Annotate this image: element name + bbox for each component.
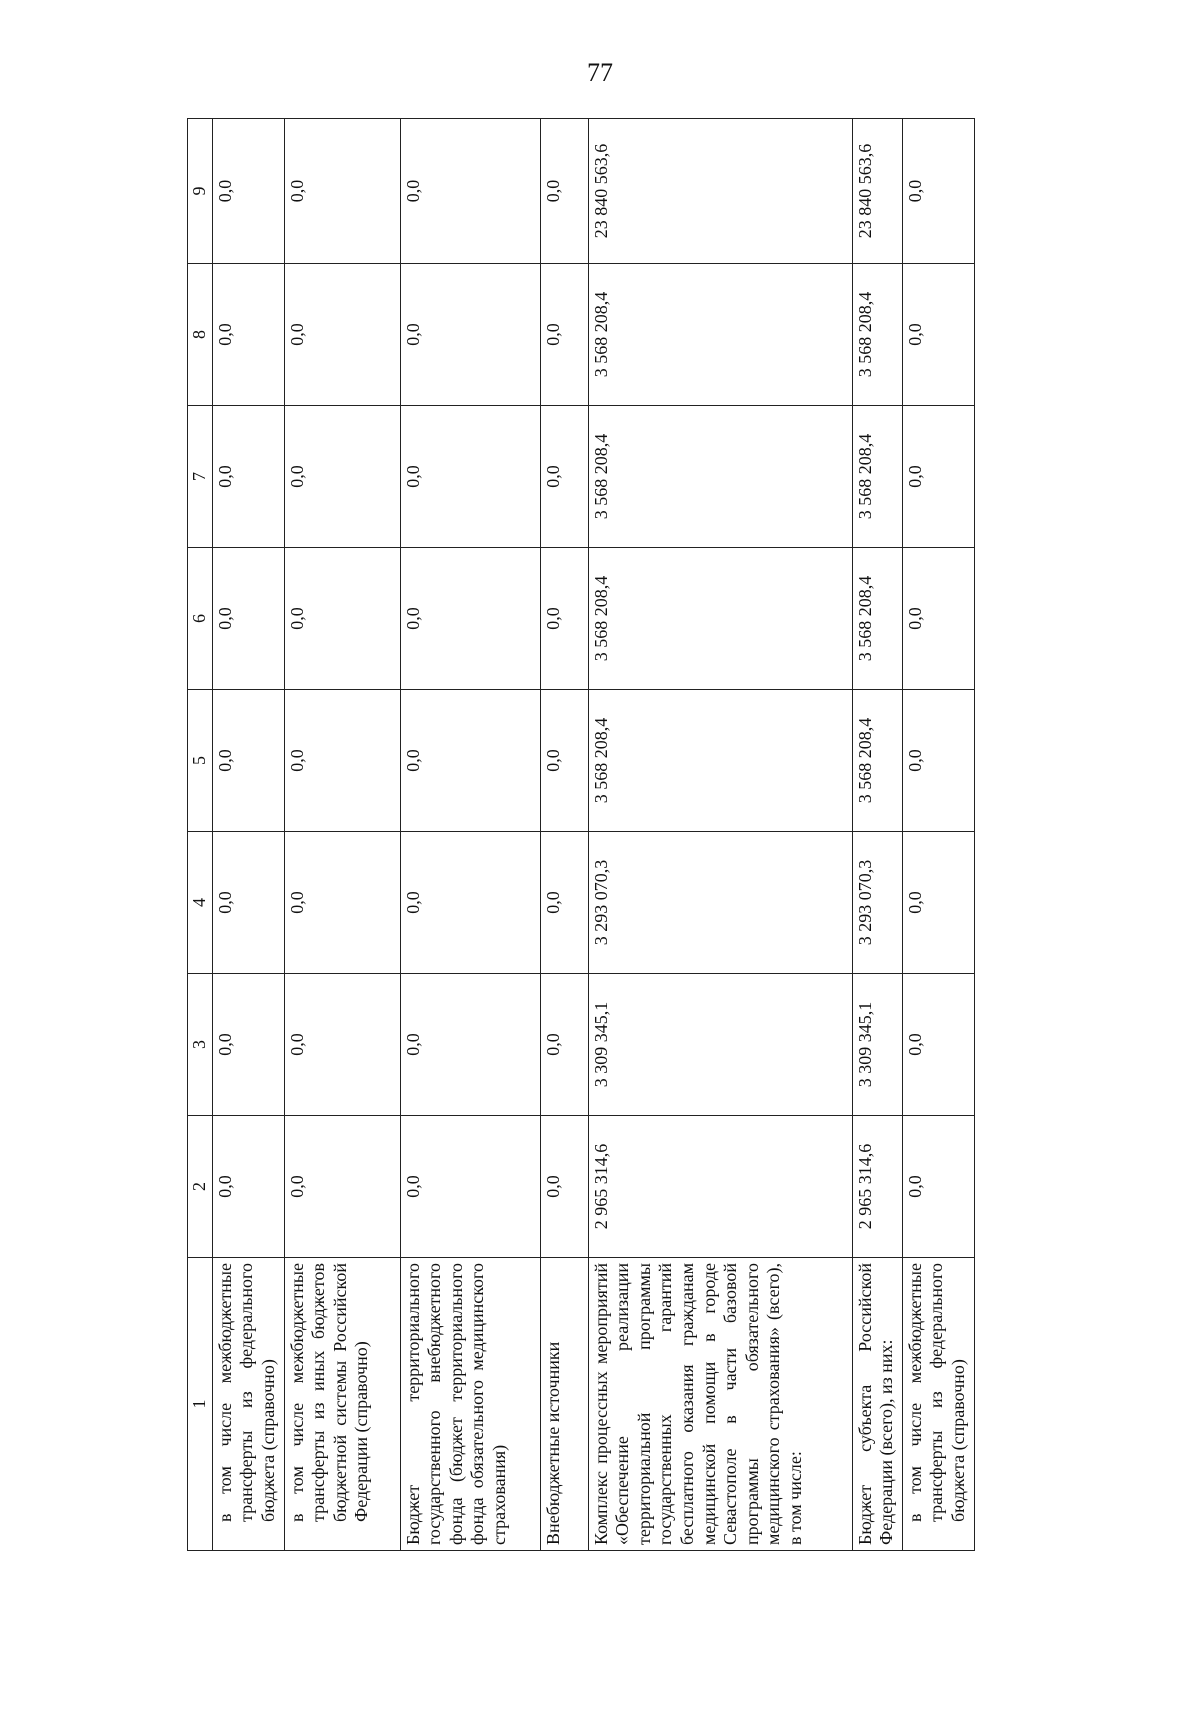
value-cell: 0,0: [400, 974, 540, 1116]
row-label: Бюджет субъекта Российской Федерации (всего), из них:: [852, 1258, 902, 1551]
header-cell: 6: [188, 548, 213, 690]
value-cell: 0,0: [540, 548, 588, 690]
header-row: [188, 119, 213, 1551]
value-cell: 0,0: [902, 690, 974, 832]
value-cell: 3 568 208,4: [588, 406, 852, 548]
header-cell: 1: [188, 1258, 213, 1551]
value-cell: 0,0: [400, 119, 540, 264]
row-label: в том числе межбюджетные трансферты из иных бюджетов бюджетной системы Российской Федерации (справочно): [284, 1258, 400, 1551]
value-cell: 2 965 314,6: [588, 1116, 852, 1258]
value-cell: 3 309 345,1: [588, 974, 852, 1116]
value-cell: 3 568 208,4: [588, 548, 852, 690]
value-cell: 0,0: [400, 406, 540, 548]
page-number: 77: [587, 58, 613, 87]
value-cell: 23 840 563,6: [588, 119, 852, 264]
value-cell: 0,0: [400, 264, 540, 406]
value-cell: 0,0: [540, 264, 588, 406]
value-cell: 0,0: [400, 832, 540, 974]
value-cell: 0,0: [212, 832, 284, 974]
value-cell: 0,0: [540, 119, 588, 264]
header-cell: 3: [188, 974, 213, 1116]
table-row: [902, 119, 974, 1551]
table-row: [400, 119, 540, 1551]
value-cell: 0,0: [902, 548, 974, 690]
value-cell: 0,0: [902, 406, 974, 548]
value-cell: 0,0: [540, 1116, 588, 1258]
value-cell: 0,0: [212, 690, 284, 832]
value-cell: 3 293 070,3: [852, 832, 902, 974]
row-label: Бюджет территориального государственного внебюджетного фонда (бюджет территориального фонда обязательного медицинского страхования): [400, 1258, 540, 1551]
value-cell: 3 293 070,3: [588, 832, 852, 974]
rotated-table-container: [187, 119, 1057, 1551]
value-cell: 0,0: [400, 1116, 540, 1258]
value-cell: 0,0: [400, 548, 540, 690]
value-cell: 3 568 208,4: [852, 690, 902, 832]
value-cell: 0,0: [284, 690, 400, 832]
value-cell: 0,0: [284, 119, 400, 264]
value-cell: 3 568 208,4: [852, 406, 902, 548]
table-row: [540, 119, 588, 1551]
value-cell: 0,0: [284, 974, 400, 1116]
value-cell: 0,0: [540, 690, 588, 832]
value-cell: 3 568 208,4: [588, 690, 852, 832]
value-cell: 0,0: [212, 264, 284, 406]
budget-table: [187, 118, 975, 1551]
value-cell: 3 568 208,4: [588, 264, 852, 406]
value-cell: 2 965 314,6: [852, 1116, 902, 1258]
row-label: Комплекс процессных мероприятий «Обеспечение реализации территориальной программы государственных гарантий бесплатного оказания гражданам медицинской помощи в городе Севастополе в части базовой программы обязательного медицинского страхования» (всего), в том числе:: [588, 1258, 852, 1551]
value-cell: 0,0: [212, 406, 284, 548]
value-cell: 0,0: [902, 832, 974, 974]
value-cell: 0,0: [902, 1116, 974, 1258]
table-row: [212, 119, 284, 1551]
value-cell: 3 309 345,1: [852, 974, 902, 1116]
value-cell: 0,0: [902, 119, 974, 264]
table-row: [284, 119, 400, 1551]
value-cell: 0,0: [540, 406, 588, 548]
value-cell: 0,0: [212, 548, 284, 690]
row-label: в том числе межбюджетные трансферты из федерального бюджета (справочно): [902, 1258, 974, 1551]
value-cell: 3 568 208,4: [852, 264, 902, 406]
header-cell: 4: [188, 832, 213, 974]
header-cell: 7: [188, 406, 213, 548]
row-label: в том числе межбюджетные трансферты из федерального бюджета (справочно): [212, 1258, 284, 1551]
value-cell: 0,0: [284, 832, 400, 974]
table-row: [852, 119, 902, 1551]
table-row: [588, 119, 852, 1551]
value-cell: 0,0: [284, 264, 400, 406]
value-cell: 0,0: [212, 1116, 284, 1258]
value-cell: 0,0: [284, 406, 400, 548]
value-cell: 0,0: [212, 119, 284, 264]
header-cell: 8: [188, 264, 213, 406]
value-cell: 23 840 563,6: [852, 119, 902, 264]
row-label: Внебюджетные источники: [540, 1258, 588, 1551]
value-cell: 0,0: [902, 264, 974, 406]
value-cell: 0,0: [902, 974, 974, 1116]
header-cell: 9: [188, 119, 213, 264]
value-cell: 0,0: [540, 974, 588, 1116]
value-cell: 0,0: [212, 974, 284, 1116]
header-cell: 5: [188, 690, 213, 832]
header-cell: 2: [188, 1116, 213, 1258]
value-cell: 0,0: [540, 832, 588, 974]
value-cell: 0,0: [284, 1116, 400, 1258]
value-cell: 3 568 208,4: [852, 548, 902, 690]
value-cell: 0,0: [400, 690, 540, 832]
value-cell: 0,0: [284, 548, 400, 690]
